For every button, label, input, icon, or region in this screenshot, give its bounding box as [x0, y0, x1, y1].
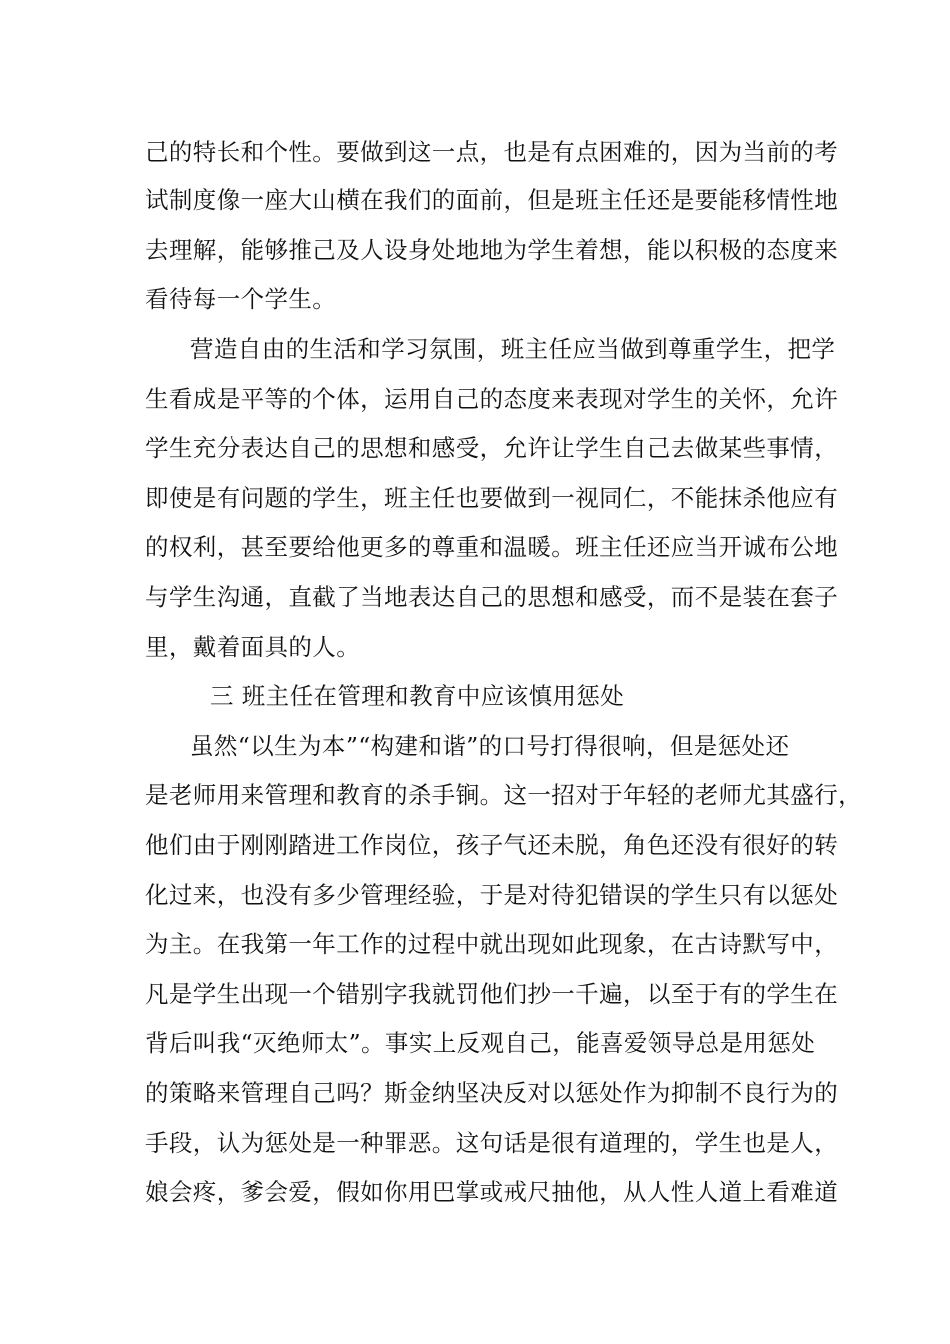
section-heading: 三 班主任在管理和教育中应该慎用惩处	[210, 682, 625, 710]
paragraph-2-line-3: 学生充分表达自己的思想和感受，允许让学生自己去做某些事情，	[145, 434, 839, 462]
paragraph-3-line-2: 是老师用来管理和教育的杀手锏。这一招对于年轻的老师尤其盛行，	[145, 781, 862, 809]
paragraph-1-line-2: 试制度像一座大山横在我们的面前，但是班主任还是要能移情性地	[145, 186, 839, 214]
paragraph-1-line-3: 去理解，能够推己及人设身处地地为学生着想，能以积极的态度来	[145, 236, 839, 264]
paragraph-3-line-9: 手段，认为惩处是一种罪恶。这句话是很有道理的，学生也是人，	[145, 1129, 839, 1157]
paragraph-2-line-1: 营造自由的生活和学习氛围，班主任应当做到尊重学生，把学	[190, 335, 836, 363]
paragraph-2-line-7: 里，戴着面具的人。	[145, 633, 361, 661]
paragraph-2-line-2: 生看成是平等的个体，运用自己的态度来表现对学生的关怀，允许	[145, 385, 839, 413]
paragraph-3-line-7: 背后叫我“灭绝师太”。事实上反观自己，能喜爱领导总是用惩处	[145, 1029, 816, 1057]
paragraph-3-line-10: 娘会疼，爹会爱，假如你用巴掌或戒尺抽他，从人性人道上看难道	[145, 1178, 839, 1206]
paragraph-2-line-6: 与学生沟通，直截了当地表达自己的思想和感受，而不是装在套子	[145, 583, 839, 611]
paragraph-2-line-4: 即使是有问题的学生，班主任也要做到一视同仁，不能抹杀他应有	[145, 484, 839, 512]
paragraph-3-line-4: 化过来，也没有多少管理经验，于是对待犯错误的学生只有以惩处	[145, 881, 839, 909]
paragraph-3-line-5: 为主。在我第一年工作的过程中就出现如此现象，在古诗默写中，	[145, 930, 839, 958]
paragraph-1-line-4: 看待每一个学生。	[145, 285, 337, 313]
paragraph-3-line-3: 他们由于刚刚踏进工作岗位，孩子气还未脱，角色还没有很好的转	[145, 831, 839, 859]
paragraph-2-line-5: 的权利，甚至要给他更多的尊重和温暖。班主任还应当开诚布公地	[145, 533, 839, 561]
paragraph-1-line-1: 己的特长和个性。要做到这一点，也是有点困难的，因为当前的考	[145, 138, 839, 166]
paragraph-3-line-6: 凡是学生出现一个错别字我就罚他们抄一千遍，以至于有的学生在	[145, 980, 839, 1008]
paragraph-3-line-8: 的策略来管理自己吗？斯金纳坚决反对以惩处作为抑制不良行为的	[145, 1079, 839, 1107]
paragraph-3-line-1: 虽然“以生为本”“构建和谐”的口号打得很响，但是惩处还	[190, 732, 790, 760]
